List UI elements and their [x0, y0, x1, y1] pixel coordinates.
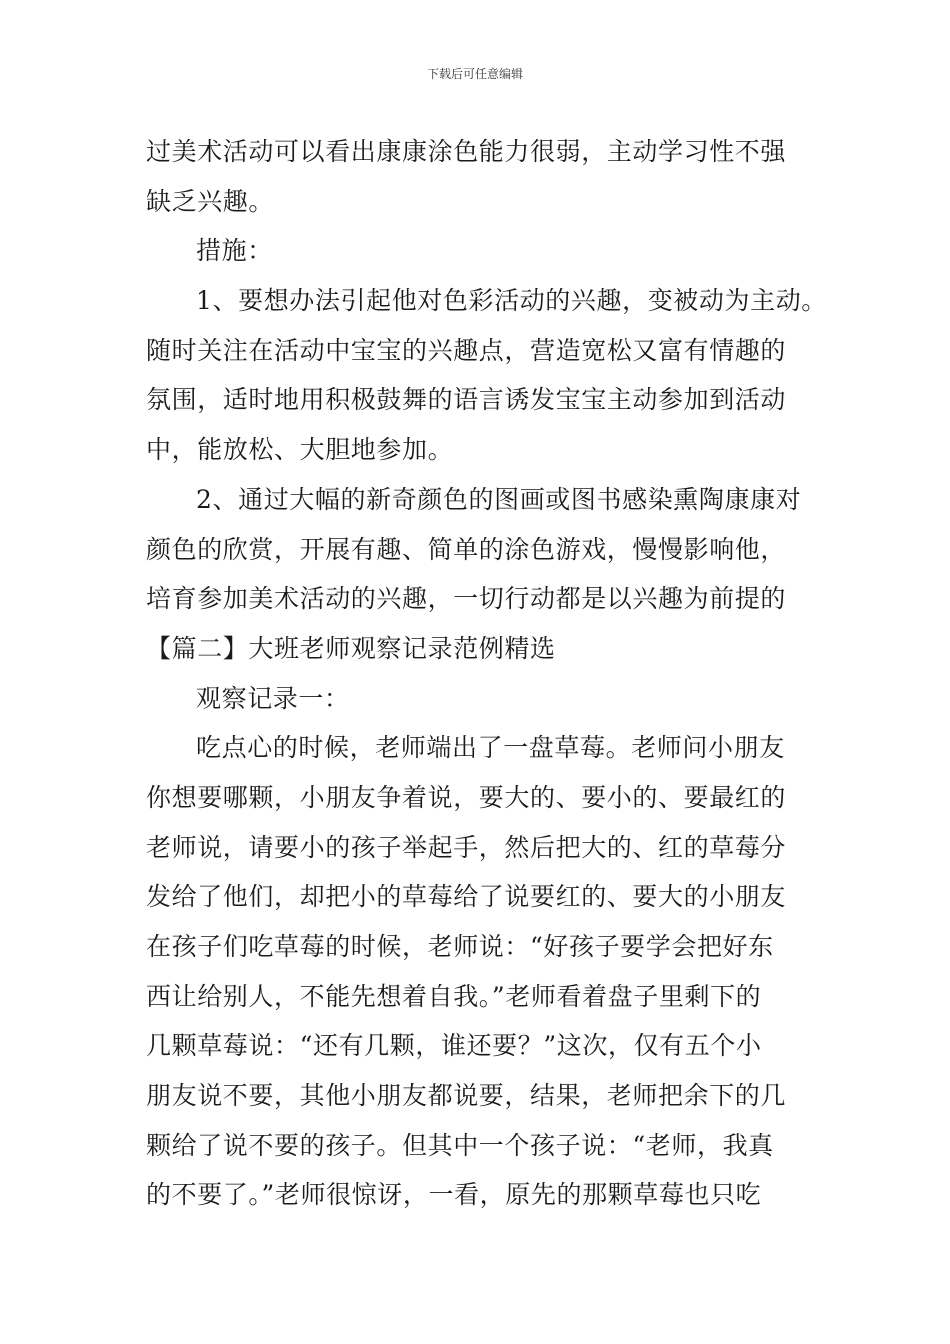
text-line: 颗给了说不要的孩子。但其中一个孩子说：“老师，我真 — [146, 1130, 774, 1160]
text-line: 吃点心的时候，老师端出了一盘草莓。老师问小朋友 — [196, 733, 785, 763]
text-line: 发给了他们，却把小的草莓给了说要红的、要大的小朋友 — [146, 882, 787, 912]
page-header: 下载后可任意编辑 — [426, 67, 523, 81]
text-line: 你想要哪颗，小朋友争着说，要大的、要小的、要最红的 — [146, 782, 787, 812]
text-line: 随时关注在活动中宝宝的兴趣点，营造宽松又富有情趣的 — [146, 335, 787, 365]
text-line: 中，能放松、大胆地参加。 — [146, 435, 454, 465]
text-line: 缺乏兴趣。 — [146, 186, 275, 216]
text-line: 朋友说不要，其他小朋友都说要，结果，老师把余下的几 — [146, 1081, 787, 1111]
text-line: 几颗草莓说：“还有几颗，谁还要？”这次，仅有五个小 — [146, 1031, 762, 1061]
text-line: 西让给别人，不能先想着自我。”老师看着盘子里剩下的 — [146, 981, 762, 1011]
text-line: 1、要想办法引起他对色彩活动的兴趣，变被动为主动。 — [196, 286, 827, 316]
text-line: 的不要了。”老师很惊讶，一看，原先的那颗草莓也只吃 — [146, 1180, 762, 1210]
section-heading: 【篇二】大班老师观察记录范例精选 — [146, 633, 556, 663]
text-line: 在孩子们吃草莓的时候，老师说：“好孩子要学会把好东 — [146, 932, 774, 961]
text-line: 过美术活动可以看出康康涂色能力很弱，主动学习性不强 — [146, 137, 787, 166]
text-line: 老师说，请要小的孩子举起手，然后把大的、红的草莓分 — [146, 832, 787, 862]
text-line: 培育参加美术活动的兴趣，一切行动都是以兴趣为前提的 — [146, 584, 787, 614]
document-body — [146, 127, 826, 1220]
subsection-label: 观察记录一： — [196, 683, 350, 713]
text-line: 2、通过大幅的新奇颜色的图画或图书感染熏陶康康对 — [196, 484, 802, 514]
section-label-measures: 措施： — [196, 236, 273, 266]
text-line: 氛围，适时地用积极鼓舞的语言诱发宝宝主动参加到活动 — [146, 385, 787, 415]
text-line: 颜色的欣赏，开展有趣、简单的涂色游戏，慢慢影响他， — [146, 534, 787, 564]
